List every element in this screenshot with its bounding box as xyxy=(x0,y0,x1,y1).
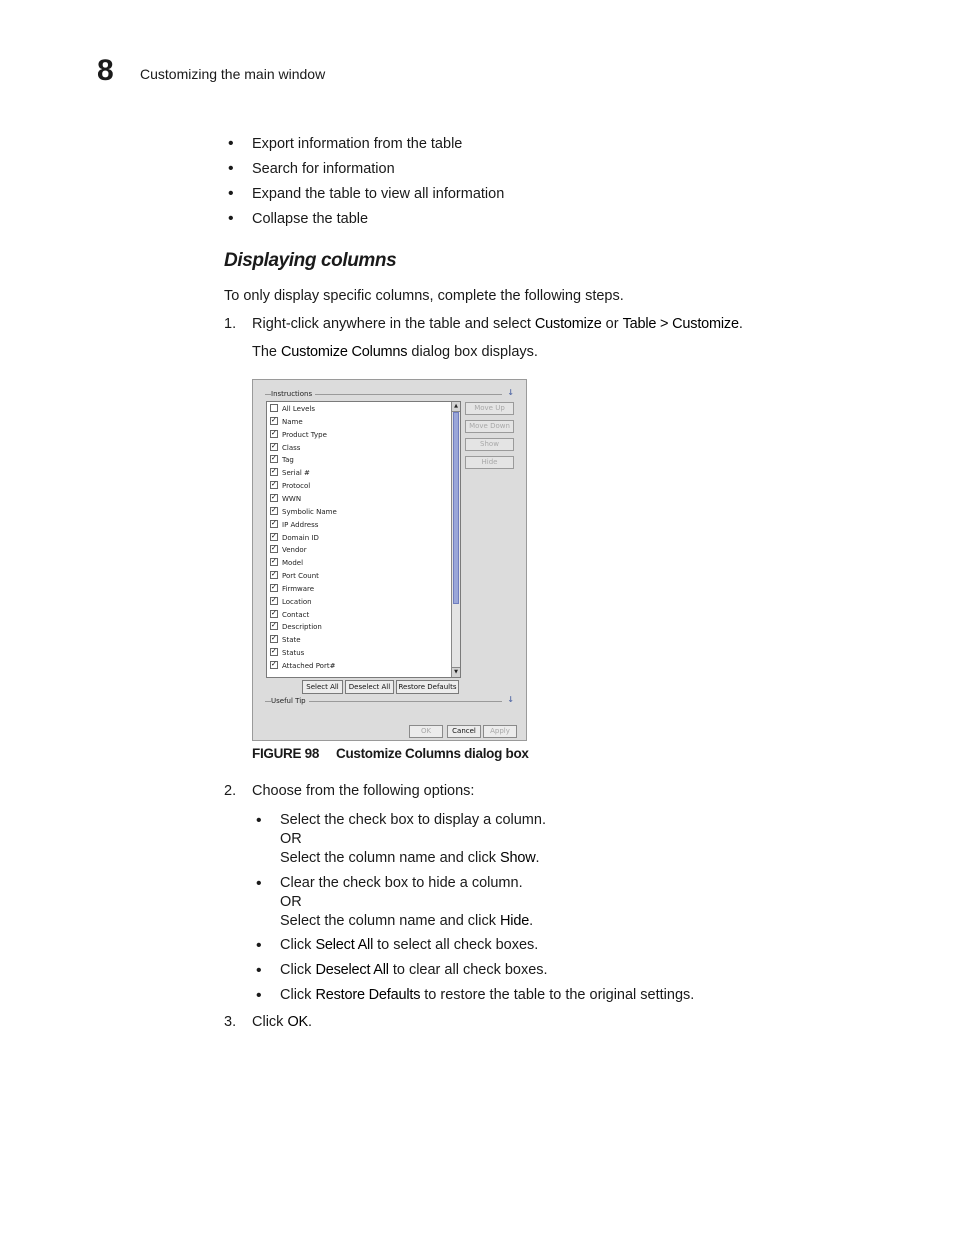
checkbox-checked[interactable] xyxy=(270,494,278,502)
column-name-label: Model xyxy=(282,559,304,568)
list-item: • Expand the table to view all information xyxy=(224,184,504,209)
checkbox-checked[interactable] xyxy=(270,571,278,579)
column-name-label: IP Address xyxy=(282,520,319,529)
checkbox-checked[interactable] xyxy=(270,507,278,515)
chapter-number: 8 xyxy=(97,54,114,87)
vertical-scrollbar[interactable] xyxy=(451,402,460,677)
list-item[interactable] xyxy=(270,596,312,608)
section-heading: Displaying columns xyxy=(224,250,397,271)
list-item: • Collapse the table xyxy=(224,209,504,234)
figure-caption xyxy=(252,746,529,761)
chapter-title: Customizing the main window xyxy=(140,66,326,82)
move-down-button[interactable]: Move Down xyxy=(465,420,514,433)
list-item[interactable] xyxy=(270,647,304,659)
list-item: • Select the check box to display a column. OR Select the column name and click Show. xyxy=(252,811,546,868)
checkbox-checked[interactable] xyxy=(270,481,278,489)
list-item: • Click Deselect All to clear all check boxes. xyxy=(252,961,548,980)
column-name-label: WWN xyxy=(282,494,302,503)
cancel-button[interactable]: Cancel xyxy=(447,725,481,738)
scroll-down-icon[interactable]: ▼ xyxy=(452,667,460,677)
checkbox-checked[interactable] xyxy=(270,417,278,425)
step-number: 2. xyxy=(224,783,237,799)
list-item: • Click Restore Defaults to restore the table to the original settings. xyxy=(252,986,694,1005)
checkbox-checked[interactable] xyxy=(270,558,278,566)
move-up-button[interactable]: Move Up xyxy=(465,402,514,415)
checkbox-unchecked[interactable] xyxy=(270,404,278,412)
useful-tip-label: Useful Tip xyxy=(271,697,309,705)
list-item[interactable] xyxy=(270,532,319,544)
column-name-label: Location xyxy=(282,597,312,606)
column-name-label: Symbolic Name xyxy=(282,507,337,516)
ok-button[interactable]: OK xyxy=(409,725,443,738)
intro-bullet-list xyxy=(224,134,504,234)
step-subtext: The Customize Columns dialog box displays. xyxy=(252,344,538,360)
list-item[interactable] xyxy=(270,609,309,621)
scroll-up-icon[interactable]: ▲ xyxy=(452,402,460,412)
checkbox-checked[interactable] xyxy=(270,545,278,553)
select-all-button[interactable]: Select All xyxy=(302,680,343,694)
column-name-label: Contact xyxy=(282,610,310,619)
customize-columns-dialog xyxy=(252,379,527,741)
list-item[interactable] xyxy=(270,429,327,441)
column-name-label: Tag xyxy=(282,456,294,465)
list-item[interactable] xyxy=(270,467,310,479)
checkbox-checked[interactable] xyxy=(270,661,278,669)
checkbox-checked[interactable] xyxy=(270,520,278,528)
list-item[interactable] xyxy=(270,454,294,466)
list-item: • Search for information xyxy=(224,159,504,184)
list-item: • Export information from the table xyxy=(224,134,504,159)
column-name-label: Domain ID xyxy=(282,533,319,542)
list-item[interactable] xyxy=(270,519,318,531)
checkbox-checked[interactable] xyxy=(270,610,278,618)
hide-button[interactable]: Hide xyxy=(465,456,514,469)
column-name-label: Vendor xyxy=(282,546,307,555)
deselect-all-button[interactable]: Deselect All xyxy=(345,680,394,694)
list-item[interactable] xyxy=(270,621,322,633)
column-name-label: State xyxy=(282,636,301,645)
figure-label: FIGURE 98 xyxy=(252,746,320,761)
checkbox-checked[interactable] xyxy=(270,622,278,630)
scroll-thumb[interactable] xyxy=(453,412,459,604)
chevron-down-icon[interactable]: ↓ xyxy=(507,695,514,704)
step-text: Click OK. xyxy=(252,1014,313,1030)
list-item[interactable] xyxy=(270,506,337,518)
column-name-label: Product Type xyxy=(282,430,327,439)
list-item[interactable] xyxy=(270,403,315,415)
list-item[interactable] xyxy=(270,570,319,582)
instructions-label: Instructions xyxy=(271,390,315,398)
column-name-label: Description xyxy=(282,623,322,632)
step-number: 3. xyxy=(224,1014,237,1030)
checkbox-checked[interactable] xyxy=(270,533,278,541)
checkbox-checked[interactable] xyxy=(270,584,278,592)
list-item[interactable] xyxy=(270,416,303,428)
column-name-label: Attached Port# xyxy=(282,662,336,670)
column-name-label: Protocol xyxy=(282,482,311,491)
list-item[interactable] xyxy=(270,480,310,492)
list-item: • Clear the check box to hide a column. OR Select the column name and click Hide. xyxy=(252,874,533,931)
list-item[interactable] xyxy=(270,442,300,454)
checkbox-checked[interactable] xyxy=(270,430,278,438)
column-name-label: Serial # xyxy=(282,469,310,478)
column-name-label: Class xyxy=(282,443,301,452)
checkbox-checked[interactable] xyxy=(270,597,278,605)
list-item[interactable] xyxy=(270,544,307,556)
column-list[interactable] xyxy=(266,401,461,678)
section-intro: To only display specific columns, complete the following steps. xyxy=(224,288,624,304)
step-text: Choose from the following options: xyxy=(252,783,475,799)
list-item: • Click Select All to select all check boxes. xyxy=(252,936,538,955)
step-number: 1. xyxy=(224,316,237,332)
checkbox-checked[interactable] xyxy=(270,635,278,643)
column-name-label: Status xyxy=(282,649,305,658)
column-name-label: Port Count xyxy=(282,572,319,581)
column-name-label: Firmware xyxy=(282,584,315,593)
apply-button[interactable]: Apply xyxy=(483,725,517,738)
list-item[interactable] xyxy=(270,493,301,505)
checkbox-checked[interactable] xyxy=(270,443,278,451)
column-name-label: All Levels xyxy=(282,405,316,413)
chevron-down-icon[interactable]: ↓ xyxy=(507,388,514,397)
checkbox-checked[interactable] xyxy=(270,468,278,476)
list-item[interactable] xyxy=(270,634,301,646)
column-name-label: Name xyxy=(282,417,303,426)
figure-caption-text: Customize Columns dialog box xyxy=(336,746,529,761)
list-item[interactable] xyxy=(270,557,303,569)
restore-defaults-button[interactable]: Restore Defaults xyxy=(396,680,459,694)
show-button[interactable]: Show xyxy=(465,438,514,451)
step-text: Right-click anywhere in the table and select Customize or Table > Customize. xyxy=(252,316,743,332)
checkbox-checked[interactable] xyxy=(270,455,278,463)
checkbox-checked[interactable] xyxy=(270,648,278,656)
list-item[interactable] xyxy=(270,583,314,595)
list-item[interactable] xyxy=(270,660,335,672)
